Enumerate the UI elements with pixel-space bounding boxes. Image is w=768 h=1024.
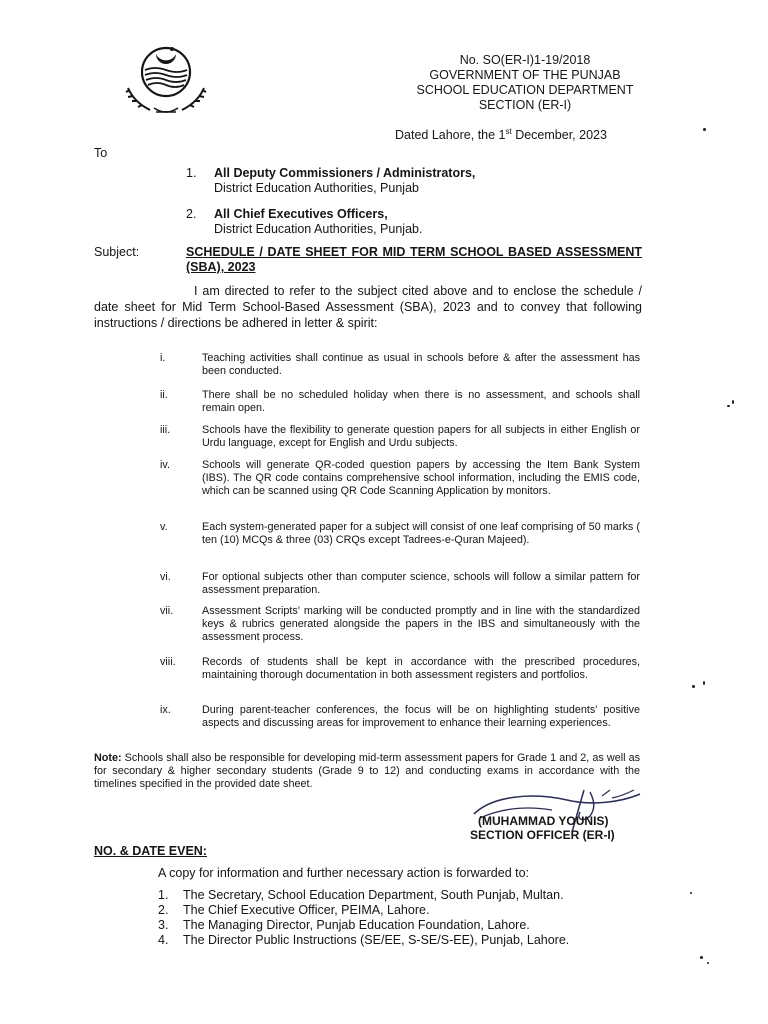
instruction-item xyxy=(160,424,640,450)
instruction-text: Schools will generate QR-coded question papers by accessing the Item Bank System (IBS). The QR code contains comprehensive school information, including the EMIS code, which can be scanned using QR Code Scanning Application by monitors. xyxy=(202,459,640,498)
instruction-number: ii. xyxy=(160,389,168,401)
scan-speck xyxy=(707,962,709,964)
copy-text: The Chief Executive Officer, PEIMA, Lahore. xyxy=(183,903,430,917)
instruction-item xyxy=(160,704,640,730)
copy-text: The Director Public Instructions (SE/EE, S-SE/S-EE), Punjab, Lahore. xyxy=(183,933,570,947)
copy-intro: A copy for information and further necessary action is forwarded to: xyxy=(158,866,530,880)
addressee-title: All Chief Executives Officers, xyxy=(214,207,388,221)
copy-number: 1. xyxy=(158,888,169,902)
instruction-item xyxy=(160,352,640,378)
addressee-number: 2. xyxy=(186,207,197,221)
instruction-item xyxy=(160,389,640,415)
addressee-number: 1. xyxy=(186,166,197,180)
instruction-number: vi. xyxy=(160,571,171,583)
instruction-text: Assessment Scripts' marking will be conducted promptly and in line with the standardized keys & rubrics generated alongside the papers in the IBS and simultaneously with the assessment process. xyxy=(202,605,640,644)
scan-speck xyxy=(692,685,695,688)
date-line xyxy=(395,127,607,142)
instruction-number: vii. xyxy=(160,605,174,617)
instruction-item xyxy=(160,521,640,547)
instruction-text: Schools have the flexibility to generate question papers for all subjects in either English or Urdu language, except for English and Urdu subjects. xyxy=(202,424,640,450)
copy-number: 3. xyxy=(158,918,169,932)
note-text: Schools shall also be responsible for developing mid-term assessment papers for Grade 1 and 2, as well as for secondary & higher secondary students (Grade 9 to 12) and conducting exams in accordance with the timelines specified in the provided date sheet. xyxy=(94,752,640,791)
copy-list-item xyxy=(158,888,564,903)
addressee-title: All Deputy Commissioners / Administrators, xyxy=(214,166,476,180)
instruction-text: There shall be no scheduled holiday when there is no assessment, and schools shall remain open. xyxy=(202,389,640,415)
instruction-number: v. xyxy=(160,521,168,533)
scan-speck xyxy=(700,956,703,959)
instruction-number: iii. xyxy=(160,424,171,436)
to-label: To xyxy=(94,146,108,160)
copy-text: The Secretary, School Education Department, South Punjab, Multan. xyxy=(183,888,564,902)
signatory-name: (MUHAMMAD YOUNIS) xyxy=(478,814,609,828)
scan-speck xyxy=(690,892,692,894)
reference-number: No. SO(ER-I)1-19/2018 xyxy=(459,53,591,67)
addressee-sub: District Education Authorities, Punjab xyxy=(214,181,419,195)
scan-speck xyxy=(727,405,730,407)
subject-label: Subject: xyxy=(94,245,140,259)
section-title: SECTION (ER-I) xyxy=(478,98,572,112)
date-suffix-sup: st xyxy=(505,127,512,136)
instruction-item xyxy=(160,656,640,682)
scan-speck xyxy=(703,681,705,685)
instruction-number: viii. xyxy=(160,656,176,668)
instruction-item xyxy=(160,459,640,499)
department-title: SCHOOL EDUCATION DEPARTMENT xyxy=(416,83,634,97)
date-month-year: December, 2023 xyxy=(511,128,607,143)
copy-list-item xyxy=(158,903,429,918)
scan-speck xyxy=(732,400,734,404)
no-date-even-heading: NO. & DATE EVEN: xyxy=(94,844,207,858)
instruction-item xyxy=(160,571,640,597)
instruction-text: During parent-teacher conferences, the focus will be on highlighting students' positive aspects and discussing areas for improvement to enhance their learning experiences. xyxy=(202,704,640,730)
instruction-number: i. xyxy=(160,352,166,364)
punjab-emblem-icon xyxy=(120,40,212,122)
addressee-item xyxy=(186,166,475,196)
subject-text: SCHEDULE / DATE SHEET FOR MID TERM SCHOOL BASED ASSESSMENT (SBA), 2023 xyxy=(186,245,642,274)
instruction-text: For optional subjects other than computer science, schools will follow a similar pattern for assessment preparation. xyxy=(202,571,640,597)
intro-paragraph: I am directed to refer to the subject cited above and to enclose the schedule / date sheet for Mid Term School-Based Assessment (SBA), 2023 and to convey that following instructions / directions be adhered in letter & spirit: xyxy=(94,284,642,330)
addressee-item xyxy=(186,207,422,237)
copy-number: 4. xyxy=(158,933,169,947)
instruction-text: Each system-generated paper for a subject will consist of one leaf comprising of 50 marks ( ten (10) MCQs & three (03) CRQs except Tadrees-e-Quran Majeed). xyxy=(202,521,640,547)
copy-number: 2. xyxy=(158,903,169,917)
government-title: GOVERNMENT OF THE PUNJAB xyxy=(429,68,621,82)
copy-text: The Managing Director, Punjab Education Foundation, Lahore. xyxy=(183,918,530,932)
instruction-text: Records of students shall be kept in accordance with the prescribed procedures, maintaining thorough documentation in both assessment registers and portfolios. xyxy=(202,656,640,682)
signatory-title: SECTION OFFICER (ER-I) xyxy=(470,828,615,842)
instruction-number: iv. xyxy=(160,459,170,471)
note-label: Note: xyxy=(94,752,122,764)
date-prefix: Dated Lahore, the 1 xyxy=(395,128,506,143)
copy-list-item xyxy=(158,933,569,948)
copy-list-item xyxy=(158,918,530,933)
instruction-text: Teaching activities shall continue as usual in schools before & after the assessment has been conducted. xyxy=(202,352,640,378)
instruction-item xyxy=(160,605,640,645)
addressee-sub: District Education Authorities, Punjab. xyxy=(214,222,423,236)
scan-speck xyxy=(703,128,706,131)
instruction-number: ix. xyxy=(160,704,171,716)
